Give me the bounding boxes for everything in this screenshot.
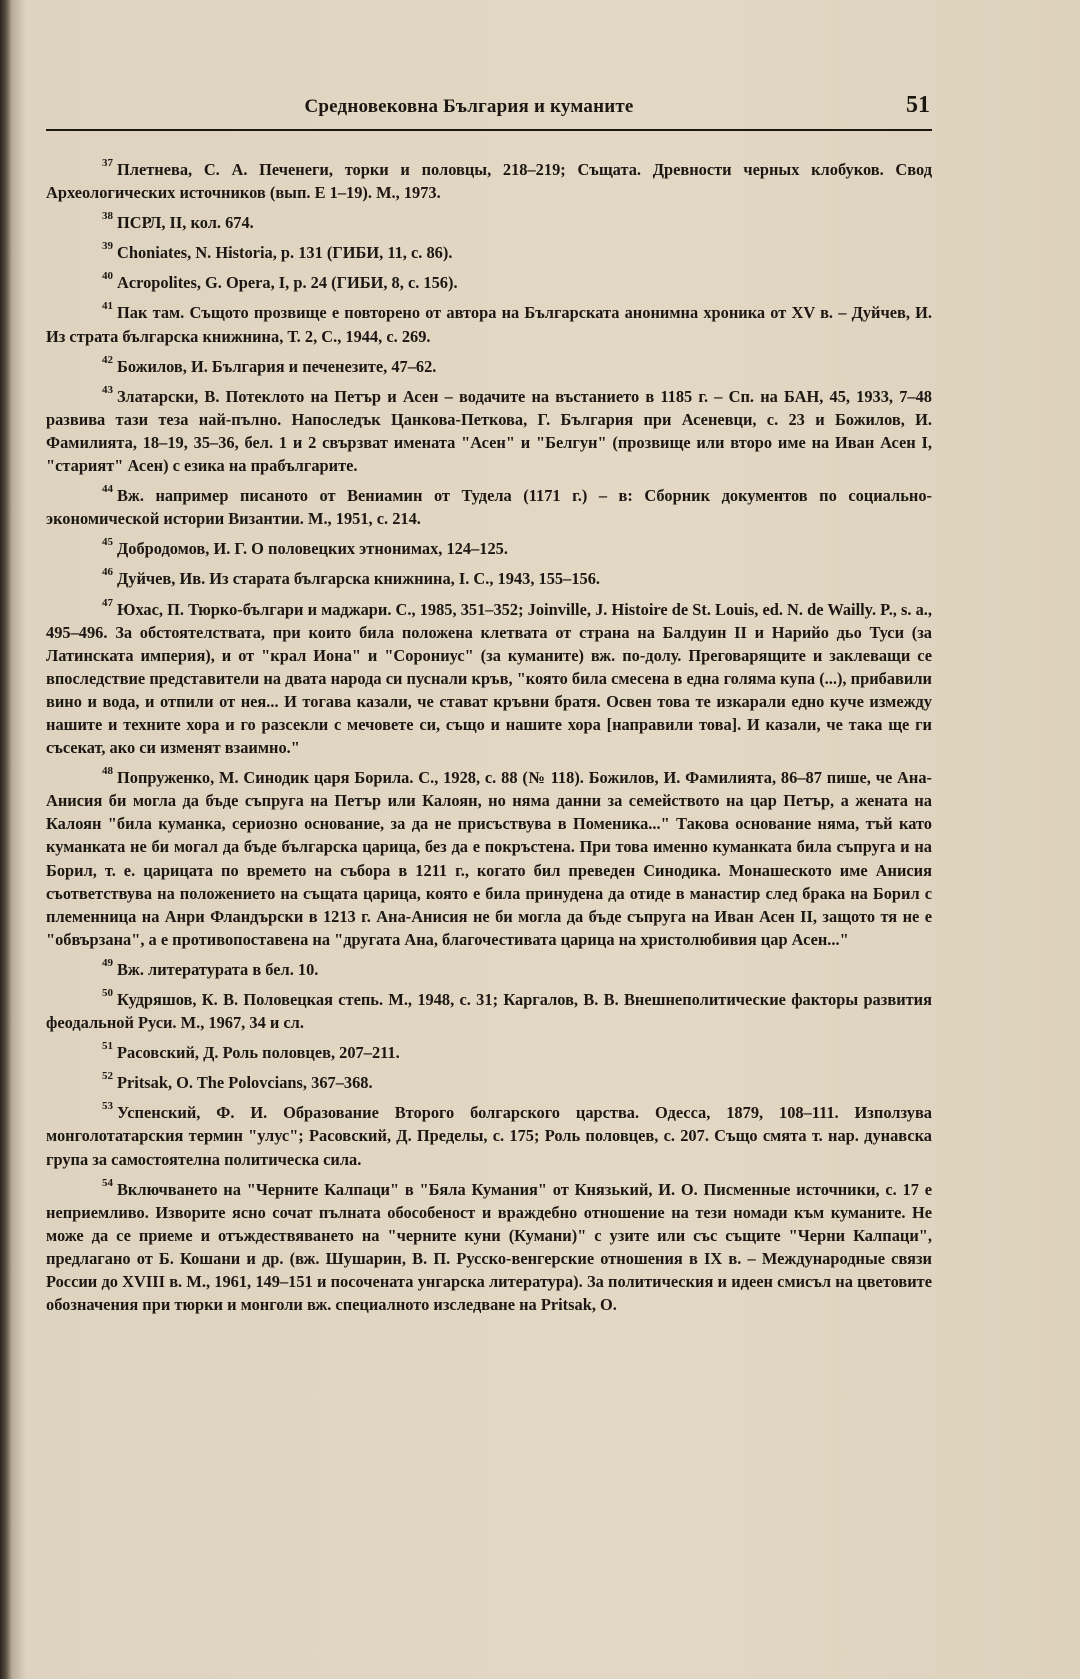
footnote-number: 39 bbox=[102, 240, 113, 253]
footnote-number: 49 bbox=[102, 956, 113, 969]
footnote bbox=[46, 235, 932, 264]
footnote-text: Попруженко, М. Синодик царя Борила. С., 1928, с. 88 (№ 118). Божилов, И. Фамилията, 86–87 пише, че Ана-Анисия би могла да бъде съпруга на Петър или Калоян, но няма данни за семейството на цар Петър, а жената на Калоян "била куманка, сериозно основание, за да не присъствува в Поменика..." Такова основание няма, тъй като куманката не би могал да бъде българска царица, без да е покръстена. При това именно куманката била съпруга и на Борил, т. е. царицата по времето на събора в 1211 г., когато бил преведен Синодика. Монашеското име Анисия съответствува на положението на същата царица, която е била принудена да отиде в манастир след брака на Борил с племенница на Анри Фландърски в 1213 г. Ана-Анисия не би могла да бъде съпруга на Иван Асен II, защото тя не е "обвързана", а е противопоставена на "другата Ана, благочестивата царица на христолюбивия цар Асен..." bbox=[46, 768, 932, 949]
footnote bbox=[46, 1172, 932, 1317]
page-number: 51 bbox=[906, 92, 930, 118]
footnote bbox=[46, 349, 932, 378]
footnote-number: 44 bbox=[102, 483, 113, 496]
footnote-text: Вж. например писаното от Вениамин от Тудела (1171 г.) – в: Сборник документов по социально-экономической истории Византии. М., 1951, с. 214. bbox=[46, 486, 932, 529]
footnote-number: 43 bbox=[102, 383, 113, 396]
footnote bbox=[46, 1065, 932, 1094]
footnote-text: Choniates, N. Historia, p. 131 (ГИБИ, 11, с. 86). bbox=[117, 243, 453, 263]
footnote-text: Pritsak, O. The Polovcians, 367–368. bbox=[117, 1073, 373, 1093]
footnote bbox=[46, 1035, 932, 1064]
footnote-text: Пак там. Същото прозвище е повторено от автора на Българската анонимна хроника от XV в. – Дуйчев, И. Из страта българска книжнина, Т. 2, С., 1944, с. 269. bbox=[46, 303, 932, 346]
footnote bbox=[46, 478, 932, 530]
footnote-number: 46 bbox=[102, 566, 113, 579]
footnote bbox=[46, 379, 932, 477]
footnote-number: 53 bbox=[102, 1100, 113, 1113]
footnote-number: 42 bbox=[102, 353, 113, 366]
footnote-text: Юхас, П. Тюрко-българи и маджари. С., 1985, 351–352; Joinville, J. Histoire de St. Louis, ed. N. de Wailly. P., s. a., 495–496. За обстоятелствата, при които била положена клетвата от страна на Балдуин II и Нарийо дьо Туси (за Латинската империя), и от "крал Иона" и "Сорониус" (за куманите) вж. по-долу. Преговарящите и заклеващи се впоследствие представители на двата народа си пуснали кръв, "която била смесена в една голяма купа (...), прибавили вино и вода, и отпили от нея... И тогава казали, че стават кръвни братя. Освен това те изкарали едно куче измежду нашите и техните хора и го разсекли с мечовете си, също и нашите хора [направили това]. И казали, че така ще ги съсекат, ако си изменят взаимно." bbox=[46, 599, 932, 758]
footnote bbox=[46, 1095, 932, 1170]
footnote bbox=[46, 531, 932, 560]
footnote-text: Успенский, Ф. И. Образование Второго болгарского царства. Одесса, 1879, 108–111. Използува монголотатарския термин "улус"; Расовский, Д. Пределы, с. 175; Роль половцев, с. 207. Също смята т. нар. дунавска група за самостоятелна политическа сила. bbox=[46, 1103, 932, 1169]
footnote-text: Расовский, Д. Роль половцев, 207–211. bbox=[117, 1043, 400, 1063]
footnote-text: Включването на "Черните Калпаци" в "Бяла Кумания" от Князький, И. О. Писменные источники, с. 17 е неприемливо. Изворите ясно сочат пълната обособеност и враждебно отношение на тези номади към куманите. Не може да се приеме и отъждествяването на "черните куни (Кумани)" с узите или със същите "Черни Калпаци", предлагано от Б. Кошани и др. (вж. Шушарин, В. П. Русско-венгерские отношения в IX в. – Международные связи России до XVIII в. М., 1961, 149–151 и посочената унгарска литература). За политическия и идеен смисъл на цветовите обозначения при тюрки и монголи вж. специалното изследване на Pritsak, O. bbox=[46, 1179, 932, 1315]
footnote bbox=[46, 152, 932, 204]
footnote bbox=[46, 561, 932, 590]
footnote-number: 54 bbox=[102, 1176, 113, 1189]
footnote-number: 50 bbox=[102, 987, 113, 999]
footnotes-block bbox=[46, 152, 932, 1317]
footnote-text: ПСРЛ, II, кол. 674. bbox=[117, 213, 254, 233]
footnote-text: Златарски, В. Потеклото на Петър и Асен – водачите на въстанието в 1185 г. – Сп. на БАН, 45, 1933, 7–48 развива тази теза най-пълно. Напоследък Цанкова-Петкова, Г. България при Асеневци, с. 23 и Божилов, И. Фамилията, 18–19, 35–36, бел. 1 и 2 свързват имената "Асен" и "Белгун" (прозвище или второ име на Иван Асен I, "старият" Асен) с езика на прабългарите. bbox=[46, 386, 932, 476]
footnote-number: 47 bbox=[102, 596, 113, 609]
footnote bbox=[46, 952, 932, 981]
footnote-number: 45 bbox=[102, 536, 113, 549]
footnote-text: Божилов, И. България и печенезите, 47–62. bbox=[117, 356, 437, 376]
header-rule bbox=[46, 129, 932, 131]
footnote-number: 48 bbox=[102, 765, 113, 778]
footnote-number: 52 bbox=[102, 1070, 113, 1083]
page-header bbox=[46, 92, 932, 124]
footnote-number: 41 bbox=[102, 300, 113, 313]
footnote bbox=[46, 205, 932, 234]
footnote-text: Вж. литературата в бел. 10. bbox=[117, 959, 319, 979]
footnote-text: Дуйчев, Ив. Из старата българска книжнина, I. С., 1943, 155–156. bbox=[117, 569, 601, 589]
footnote bbox=[46, 982, 932, 1034]
footnote-text: Кудряшов, К. В. Половецкая степь. М., 1948, с. 31; Каргалов, В. В. Внешнеполитические факторы развития феодальной Руси. М., 1967, 34 и сл. bbox=[46, 990, 932, 1033]
footnote-text: Плетнева, С. А. Печенеги, торки и половцы, 218–219; Същата. Древности черных клобуков. Свод Археологических источников (вып. Е 1–19). М., 1973. bbox=[46, 160, 932, 203]
footnote-number: 38 bbox=[102, 210, 113, 223]
footnote-number: 51 bbox=[102, 1040, 113, 1053]
footnote-text: Acropolites, G. Opera, I, p. 24 (ГИБИ, 8, с. 156). bbox=[117, 273, 458, 293]
running-title: Средновековна България и куманите bbox=[304, 96, 634, 117]
footnote-text: Добродомов, И. Г. О половецких этнонимах, 124–125. bbox=[117, 539, 508, 559]
footnote bbox=[46, 295, 932, 347]
footnote bbox=[46, 760, 932, 951]
footnote bbox=[46, 592, 932, 760]
footnote-number: 37 bbox=[102, 157, 113, 169]
footnote-number: 40 bbox=[102, 270, 113, 283]
footnote bbox=[46, 265, 932, 294]
